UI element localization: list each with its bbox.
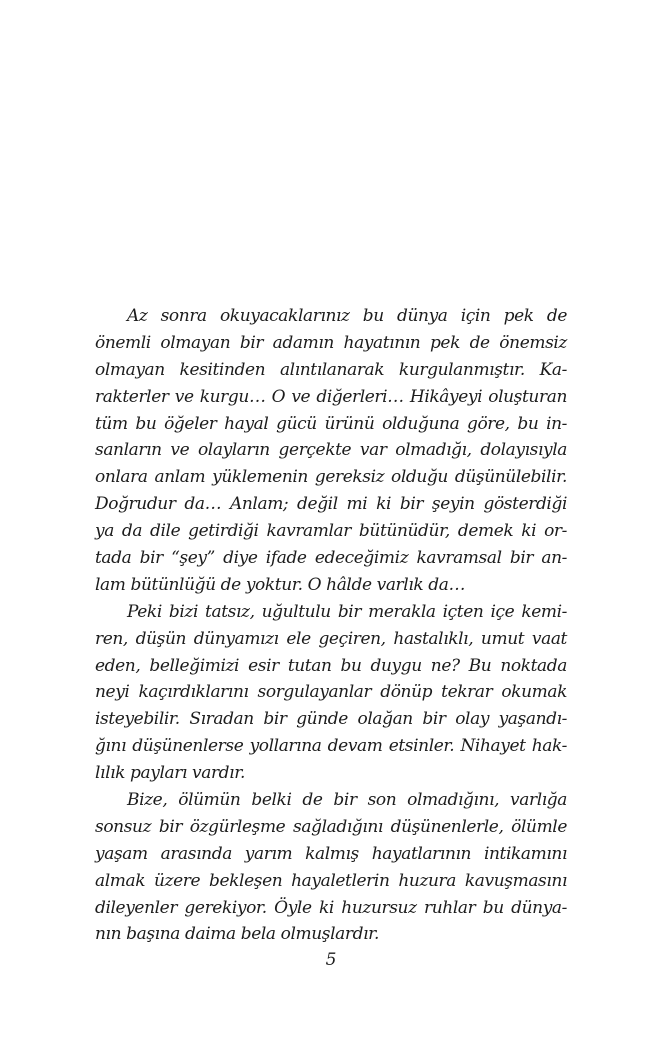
- text-line: dileyenler gerekiyor. Öyle ki huzursuz ruhlar bu dünya-: [95, 897, 567, 918]
- text-line: ğını düşünenlerse yollarına devam etsinler. Nihayet hak-: [95, 736, 567, 757]
- text-line: Doğrudur da… Anlam; değil mi ki bir şeyin gösterdiği: [95, 494, 567, 515]
- text-line: onlara anlam yüklemenin gereksiz olduğu düşünülebilir.: [95, 467, 567, 488]
- text-line: olmayan kesitinden alıntılanarak kurgulanmıştır. Ka-: [95, 359, 567, 380]
- text-line: eden, belleğimizi esir tutan bu duygu ne? Bu noktada: [95, 655, 567, 676]
- text-line: isteyebilir. Sıradan bir günde olağan bir olay yaşandı-: [95, 709, 567, 730]
- text-line: almak üzere bekleşen hayaletlerin huzura kavuşmasını: [95, 870, 567, 891]
- text-line: rakterler ve kurgu… O ve diğerleri… Hikâyeyi oluşturan: [95, 386, 567, 407]
- paragraph: [95, 303, 567, 599]
- page-number: 5: [325, 950, 337, 970]
- text-line: lılık payları vardır.: [95, 763, 246, 784]
- body-text: [95, 303, 567, 948]
- paragraph: [95, 787, 567, 948]
- text-line: lam bütünlüğü de yoktur. O hâlde varlık da…: [95, 574, 466, 595]
- text-line: sanların ve olayların gerçekte var olmadığı, dolayısıyla: [95, 440, 567, 461]
- text-line: tada bir “şey” diye ifade edeceğimiz kavramsal bir an-: [95, 548, 567, 569]
- text-line: nın başına daima bela olmuşlardır.: [95, 924, 379, 945]
- text-line: Bize, ölümün belki de bir son olmadığını, varlığa: [127, 790, 567, 811]
- text-line: yaşam arasında yarım kalmış hayatlarının intikamını: [95, 843, 567, 864]
- text-line: ya da dile getirdiği kavramlar bütünüdür, demek ki or-: [95, 521, 567, 542]
- text-line: Peki bizi tatsız, uğultulu bir merakla içten içe kemi-: [127, 601, 567, 622]
- text-line: ren, düşün dünyamızı ele geçiren, hastalıklı, umut vaat: [95, 628, 567, 649]
- text-line: sonsuz bir özgürleşme sağladığını düşünenlerle, ölümle: [95, 816, 567, 837]
- paragraph: [95, 599, 567, 787]
- text-line: önemli olmayan bir adamın hayatının pek de önemsiz: [95, 332, 567, 353]
- text-line: Az sonra okuyacaklarınız bu dünya için pek de: [127, 306, 567, 326]
- text-line: neyi kaçırdıklarını sorgulayanlar dönüp tekrar okumak: [95, 682, 567, 703]
- text-line: tüm bu öğeler hayal gücü ürünü olduğuna göre, bu in-: [95, 413, 567, 434]
